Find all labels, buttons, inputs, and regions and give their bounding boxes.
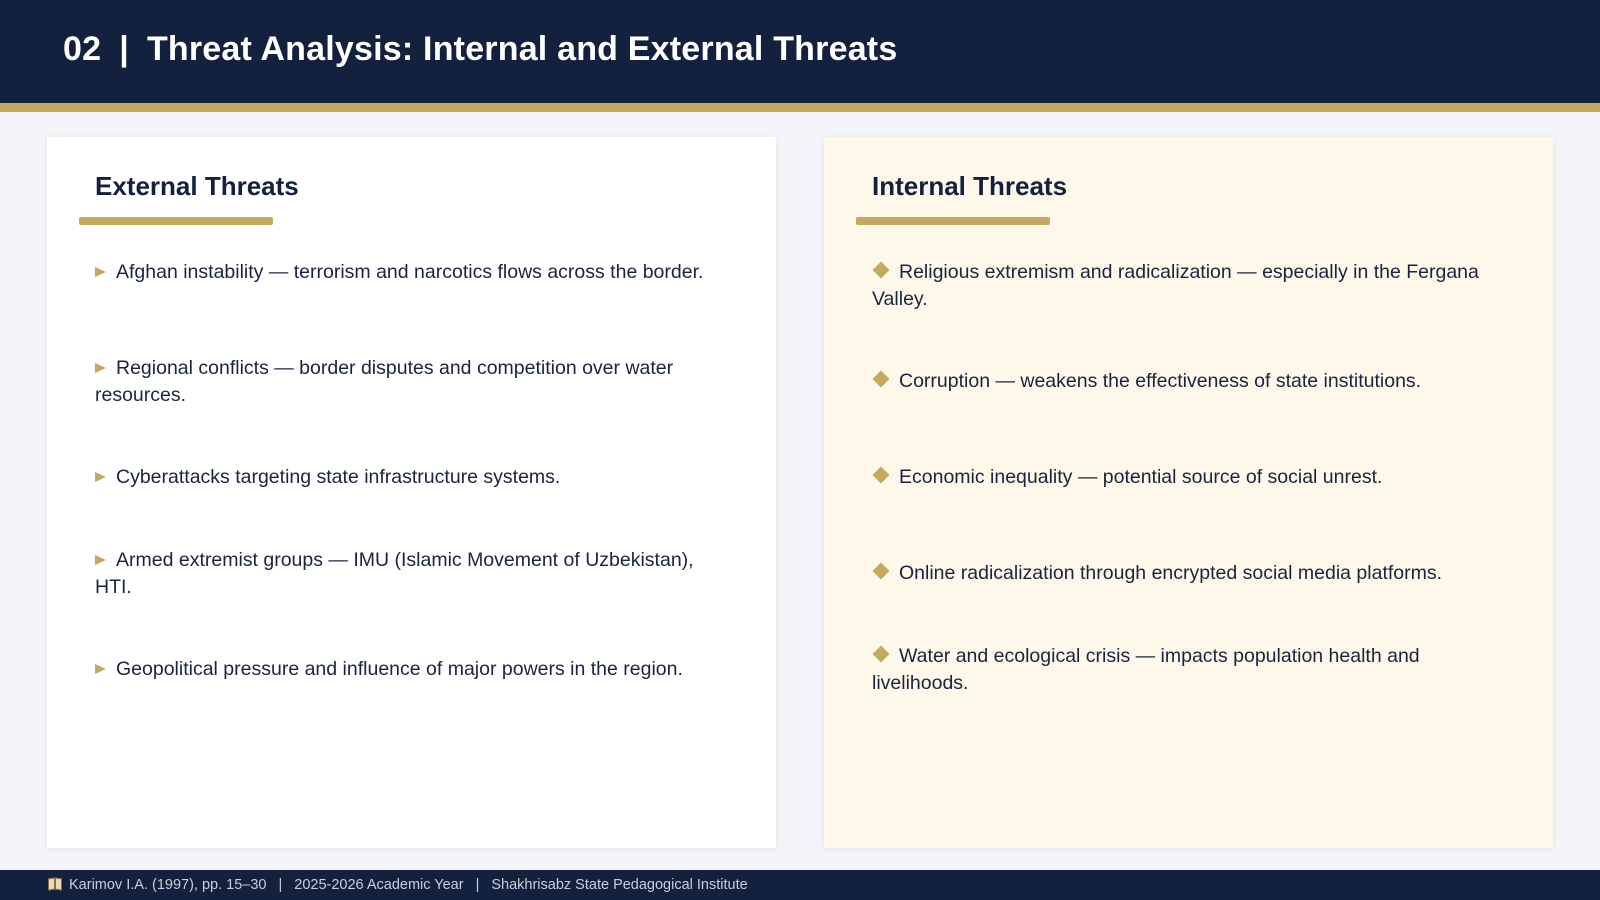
list-item-text: Corruption — weakens the effectiveness of state institutions. <box>899 370 1422 392</box>
slide-title <box>63 30 897 69</box>
list-item <box>872 560 1512 587</box>
internal-threats-title: Internal Threats <box>872 171 1068 201</box>
list-item <box>872 464 1512 491</box>
list-item <box>872 643 1512 697</box>
triangle-bullet-icon <box>95 363 106 373</box>
list-item-text: Religious extremism and radicalization — especially in the Fergana Valley. <box>872 261 1479 310</box>
diamond-bullet-icon <box>873 262 890 279</box>
external-title-underline <box>79 217 273 225</box>
list-item-text: Geopolitical pressure and influence of major powers in the region. <box>116 658 683 680</box>
triangle-bullet-icon <box>95 267 106 277</box>
triangle-bullet-icon <box>95 555 106 565</box>
list-item <box>95 547 735 601</box>
header-gold-stripe <box>0 103 1600 112</box>
list-item-text: Regional conflicts — border disputes and competition over water resources. <box>95 357 674 406</box>
footer-institute: Shakhrisabz State Pedagogical Institute <box>491 877 748 893</box>
slide-number: 02 <box>63 30 102 68</box>
book-icon <box>48 878 63 890</box>
footer-year: 2025-2026 Academic Year <box>294 877 464 893</box>
footer-separator: | <box>278 877 283 893</box>
external-threats-title: External Threats <box>95 171 299 201</box>
list-item <box>95 259 735 286</box>
list-item-text: Cyberattacks targeting state infrastructure systems. <box>116 466 561 488</box>
list-item <box>95 464 735 491</box>
internal-threats-panel <box>824 137 1553 848</box>
slide-title-text: Threat Analysis: Internal and External Threats <box>146 30 898 68</box>
slide-footer <box>0 870 1600 900</box>
list-item-text: Water and ecological crisis — impacts population health and livelihoods. <box>872 645 1420 694</box>
diamond-bullet-icon <box>873 371 890 388</box>
list-item-text: Economic inequality — potential source of social unrest. <box>899 466 1383 488</box>
slide-header <box>0 0 1600 103</box>
diamond-bullet-icon <box>873 563 890 580</box>
list-item <box>872 368 1512 395</box>
list-item <box>95 355 735 409</box>
diamond-bullet-icon <box>873 467 890 484</box>
list-item-text: Online radicalization through encrypted social media platforms. <box>899 562 1443 584</box>
footer-source: Karimov I.A. (1997), pp. 15–30 <box>69 877 267 893</box>
triangle-bullet-icon <box>95 664 106 674</box>
list-item <box>872 259 1512 313</box>
internal-title-underline <box>856 217 1050 225</box>
footer-separator: | <box>475 877 480 893</box>
title-separator: | <box>119 30 129 68</box>
external-threats-panel <box>47 137 776 848</box>
list-item <box>95 656 735 683</box>
list-item-text: Armed extremist groups — IMU (Islamic Movement of Uzbekistan), HTI. <box>95 549 694 598</box>
diamond-bullet-icon <box>873 646 890 663</box>
triangle-bullet-icon <box>95 472 106 482</box>
list-item-text: Afghan instability — terrorism and narcotics flows across the border. <box>116 261 704 283</box>
